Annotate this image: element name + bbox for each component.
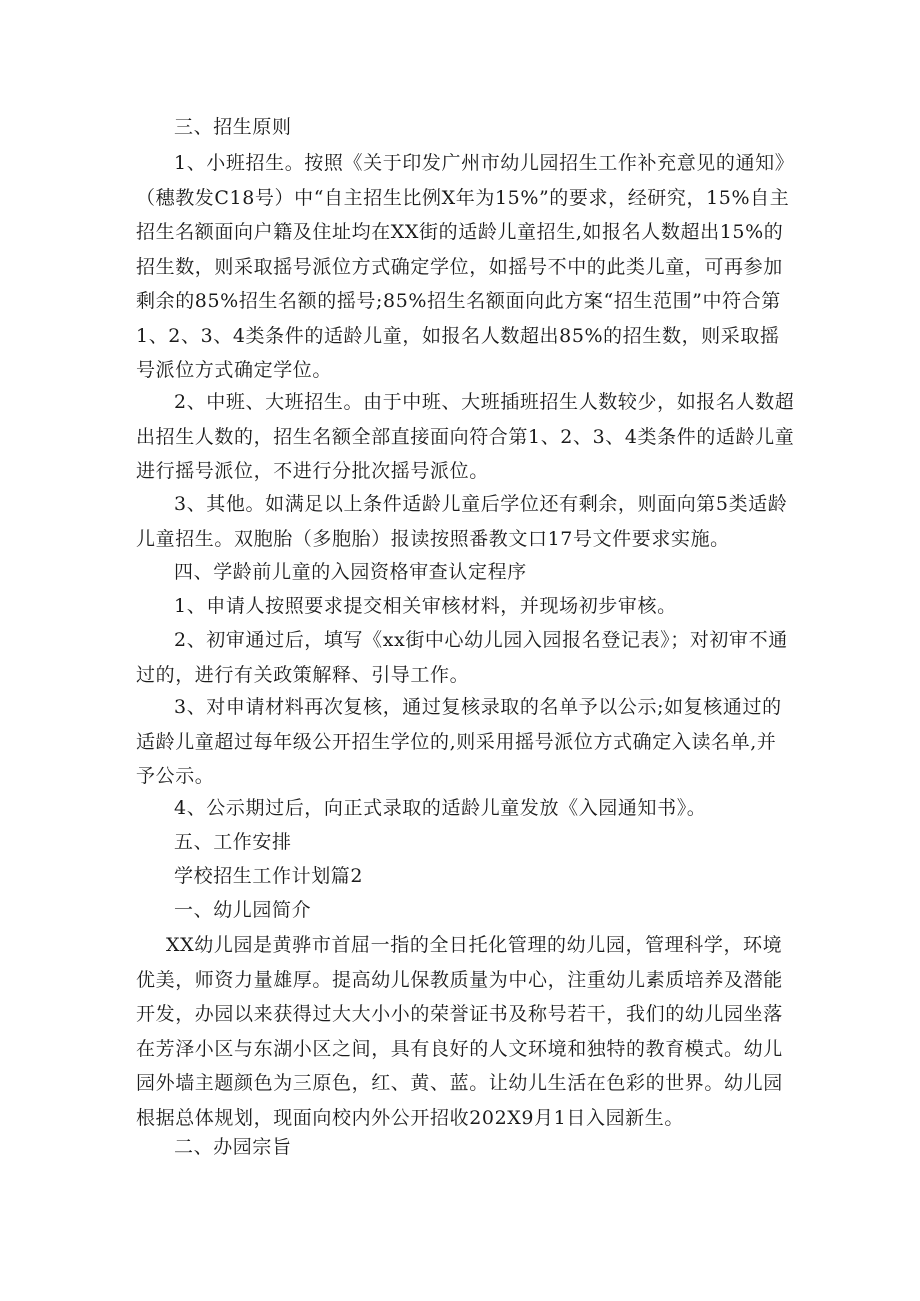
paragraph-middle-large-class: 2、中班、大班招生。由于中班、大班插班招生人数较少，如报名人数超出招生人数的，招生名额全部直接面向符合第1、2、3、4类条件的适龄儿童进行摇号派位，不进行分批次摇号派位。 [136,391,795,482]
heading-enrollment-principles: 三、招生原则 [174,116,292,138]
paragraph-kindergarten-intro: XX幼儿园是黄骅市首屈一指的全日托化管理的幼儿园，管理科学，环境优美，师资力量雄厚。提高幼儿保教质量为中心，注重幼儿素质培养及潜能开发，办园以来获得过大大小小的荣誉证书及称号若干，我们的幼儿园坐落在芳泽小区与东湖小区之间，具有良好的人文环境和独特的教育模式。幼儿园外墙主题颜色为三原色，红、黄、蓝。让幼儿生活在色彩的世界。幼儿园根据总体规划，现面向校内外公开招收202X9月1日入园新生。 [136,934,783,1129]
paragraph-step-2: 2、初审通过后，填写《xx街中心幼儿园入园报名登记表》；对初审不通过的，进行有关政策解释、引导工作。 [136,629,788,686]
paragraph-other: 3、其他。如满足以上条件适龄儿童后学位还有剩余，则面向第5类适龄儿童招生。双胞胎（多胞胎）报读按照番教文口17号文件要求实施。 [136,493,788,550]
heading-review-procedure: 四、学龄前儿童的入园资格审查认定程序 [174,561,527,583]
heading-kindergarten-intro: 一、幼儿园简介 [174,899,312,921]
paragraph-step-4: 4、公示期过后，向正式录取的适龄儿童发放《入园通知书》。 [174,797,707,819]
paragraph-small-class: 1、小班招生。按照《关于印发广州市幼儿园招生工作补充意见的通知》（穗教发C18号）中“自主招生比例X年为15%”的要求，经研究，15%自主招生名额面向户籍及住址均在XX街的适龄儿童招生,如报名人数超出15%的招生数，则采取摇号派位方式确定学位，如摇号不中的此类儿童，可再参加剩余的85%招生名额的摇号;85%招生名额面向此方案“招生范围”中符合第1、2、3、4类条件的适龄儿童，如报名人数超出85%的招生数，则采取摇号派位方式确定学位。 [136,152,795,381]
paragraph-step-1: 1、申请人按照要求提交相关审核材料，并现场初步审核。 [174,595,677,617]
heading-work-arrangement: 五、工作安排 [174,831,292,853]
paragraph-step-3: 3、对申请材料再次复核，通过复核录取的名单予以公示;如复核通过的适龄儿童超过每年级公开招生学位的,则采用摇号派位方式确定入读名单,并予公示。 [136,696,782,787]
heading-school-purpose: 二、办园宗旨 [174,1136,292,1158]
heading-plan-part-2: 学校招生工作计划篇2 [174,865,364,887]
